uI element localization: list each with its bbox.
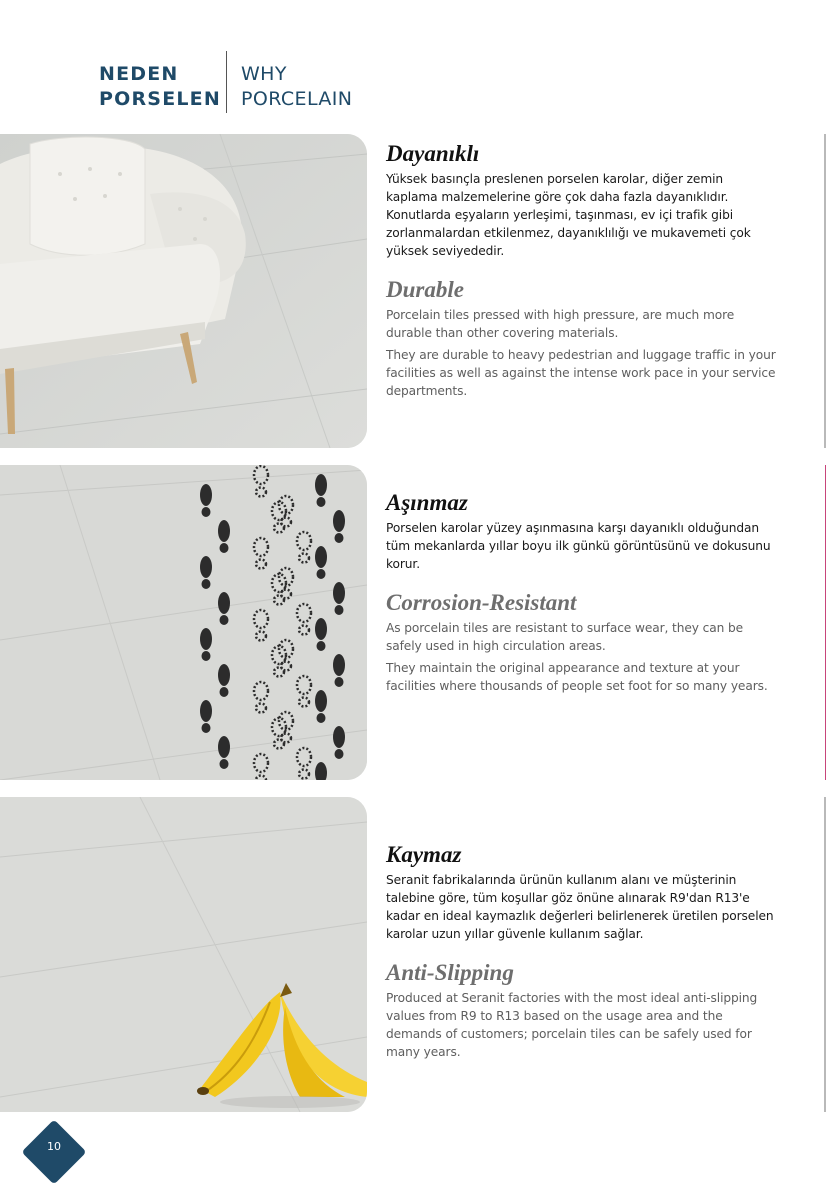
footprint-heel xyxy=(202,507,211,517)
banana-peel-image xyxy=(0,797,367,1112)
footprint-heel xyxy=(317,497,326,507)
footprint-heel xyxy=(317,569,326,579)
footprint-sole xyxy=(315,618,327,640)
footprint-sole xyxy=(200,700,212,722)
footprint-heel xyxy=(317,713,326,723)
section-text-en: They maintain the original appearance and texture at your facilities where thousands of people set foot for so many years. xyxy=(386,661,768,693)
section-text-tr: Porselen karolar yüzey aşınmasına karşı dayanıklı olduğundan tüm mekanlarda yıllar boyu ilk günkü görüntüsünü ve dokusunu korur. xyxy=(386,521,771,571)
section-text-en: As porcelain tiles are resistant to surface wear, they can be safely used in high circulation areas. xyxy=(386,621,744,653)
footprint-heel xyxy=(317,641,326,651)
footprint-sole xyxy=(218,520,230,542)
page-edge-mark xyxy=(824,134,826,448)
section-corrosion-resistant xyxy=(386,490,778,699)
section-text-en: They are durable to heavy pedestrian and luggage traffic in your facilities as well as against the intense work pace in your service departments. xyxy=(386,348,776,398)
armchair-icon xyxy=(0,134,367,448)
header-en-line2: PORCELAIN xyxy=(241,88,353,110)
footprint-heel xyxy=(202,651,211,661)
page-number: 10 xyxy=(47,1140,61,1153)
section-text-en: Produced at Seranit factories with the most ideal anti-slipping values from R9 to R13 based on the usage area and the demands of customers; porcelain tiles can be safely used for many years. xyxy=(386,991,758,1059)
header-divider xyxy=(226,51,227,113)
footprint-sole xyxy=(333,726,345,748)
header-tr-line1: NEDEN xyxy=(99,63,179,85)
footprint-sole xyxy=(315,474,327,496)
banana-peel-icon xyxy=(0,797,367,1112)
section-title-en: Anti-Slipping xyxy=(386,960,514,985)
footprint-sole xyxy=(200,556,212,578)
footprint-sole xyxy=(333,582,345,604)
footprint-heel xyxy=(220,687,229,697)
section-anti-slipping xyxy=(386,842,778,1065)
section-title-tr: Aşınmaz xyxy=(386,490,468,515)
section-text-tr: Yüksek basınçla preslenen porselen karolar, diğer zemin kaplama malzemelerine göre çok daha fazla dayanıklıdır. Konutlarda eşyaların yerleşimi, taşınması, ev içi trafik gibi zorlanmalardan etkilenmez, dayanıklılığı ve mukavemeti çok yüksek seviyededir. xyxy=(386,172,751,258)
section-title-en: Corrosion-Resistant xyxy=(386,590,577,615)
section-text-tr: Seranit fabrikalarında ürünün kullanım alanı ve müşterinin talebine göre, tüm koşullar göz önüne alınarak R9'dan R13'e kadar en ideal kaymazlık değerleri belirlenerek üretilen porselen karolar uzun yıllar güvenle kullanım sağlar. xyxy=(386,873,774,941)
footprint-heel xyxy=(220,759,229,769)
footprint-heel xyxy=(220,615,229,625)
footprint-heel xyxy=(202,579,211,589)
header-en-line1: WHY xyxy=(241,63,287,85)
header-title-tr xyxy=(99,62,221,112)
footprint-heel xyxy=(220,543,229,553)
section-title-en: Durable xyxy=(386,277,464,302)
footprint-heel xyxy=(335,533,344,543)
footprint-sole xyxy=(218,664,230,686)
armchair-image xyxy=(0,134,367,448)
footprint-sole xyxy=(218,736,230,758)
section-title-tr: Kaymaz xyxy=(386,842,462,867)
section-title-tr: Dayanıklı xyxy=(386,141,480,166)
page-edge-mark xyxy=(824,797,826,1112)
footprint-sole xyxy=(315,546,327,568)
footprint-sole xyxy=(200,484,212,506)
section-text-en: Porcelain tiles pressed with high pressure, are much more durable than other covering materials. xyxy=(386,308,735,340)
section-durable xyxy=(386,141,778,404)
footprints-image xyxy=(0,465,367,780)
footprint-heel xyxy=(335,677,344,687)
footprint-sole xyxy=(333,654,345,676)
footprints-icon xyxy=(0,465,367,780)
page-edge-mark xyxy=(825,465,826,780)
footprint-sole xyxy=(315,690,327,712)
header-title-en xyxy=(241,62,352,112)
footprint-heel xyxy=(335,605,344,615)
footprint-sole xyxy=(333,510,345,532)
footprint-sole xyxy=(200,628,212,650)
footprint-heel xyxy=(335,749,344,759)
footprint-sole xyxy=(218,592,230,614)
header-tr-line2: PORSELEN xyxy=(99,88,221,110)
footprint-heel xyxy=(202,723,211,733)
